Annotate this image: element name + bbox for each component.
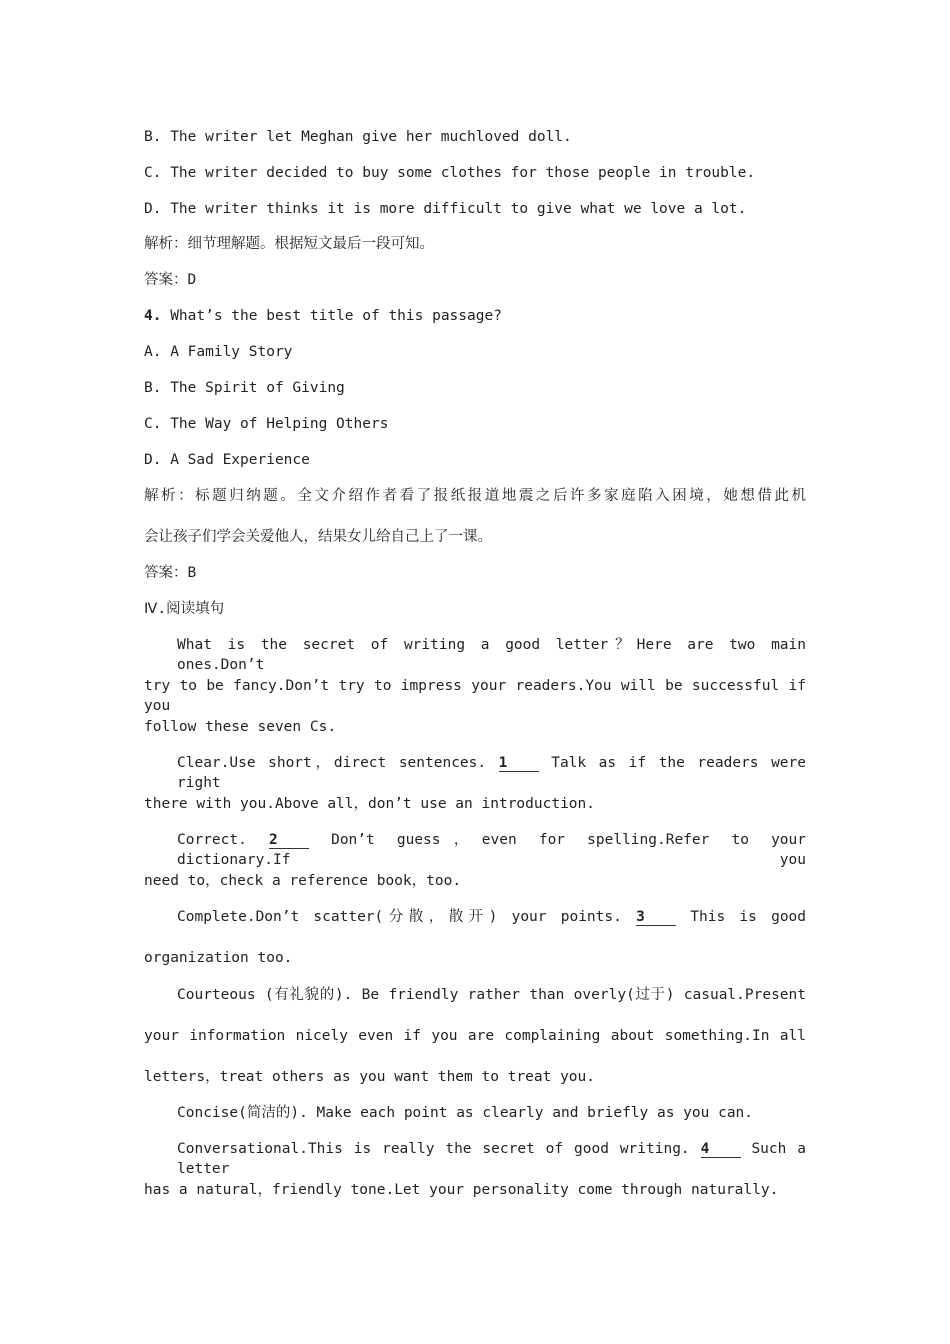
passage-p4-text-a: Complete.Don’t scatter(分散，散开) your points.	[177, 909, 622, 925]
q4-option-a: A. A Family Story	[144, 344, 293, 360]
q4-analysis-line1: 解析：标题归纳题。全文介绍作者看了报纸报道地震之后许多家庭陷入困境，她想借此机	[144, 488, 806, 504]
q4-question-text: What’s the best title of this passage?	[161, 308, 502, 324]
passage-p5-line3: letters，treat others as you want them to treat you.	[144, 1069, 595, 1085]
q3-option-d: D. The writer thinks it is more difficult to give what we love a lot.	[144, 201, 747, 217]
passage-p2-line1	[177, 753, 806, 793]
passage-p7-text-b: Such a letter	[177, 1141, 806, 1177]
q3-option-c: C. The writer decided to buy some clothes for those people in trouble.	[144, 165, 756, 181]
passage-p1-line3: follow these seven Cs.	[144, 719, 337, 735]
passage-p2-line2: there with you.Above all，don’t use an introduction.	[144, 796, 595, 812]
passage-p3-line2: need to，check a reference book，too.	[144, 873, 462, 889]
passage-p7-line1	[177, 1139, 806, 1179]
passage-p3-text-a: Correct.	[177, 832, 247, 848]
q4-answer: 答案：B	[144, 565, 197, 581]
blank-1: 1	[499, 753, 539, 773]
passage-p5-line2: your information nicely even if you are complaining about something.In all	[144, 1028, 806, 1044]
passage-p2-text-b: Talk as if the readers were right	[177, 755, 806, 791]
blank-4: 4	[701, 1139, 741, 1159]
passage-p7-text-a: Conversational.This is really the secret of good writing.	[177, 1141, 690, 1157]
blank-3: 3	[636, 907, 676, 927]
passage-p2-text-a: Clear.Use short，direct sentences.	[177, 755, 487, 771]
passage-p3-line1	[177, 830, 806, 870]
q4-option-b: B. The Spirit of Giving	[144, 380, 345, 396]
passage-p4-text-b: This is good	[690, 909, 807, 925]
passage-p1-line2: try to be fancy.Don’t try to impress your readers.You will be successful if you	[144, 678, 806, 714]
blank-2: 2	[269, 830, 309, 850]
passage-p3-text-b: Don’t guess，even for spelling.Refer to your dictionary.If you	[177, 832, 806, 868]
passage-p1-line1: What is the secret of writing a good letter？Here are two main ones.Don’t	[177, 637, 806, 673]
passage-p5-line1: Courteous (有礼貌的). Be friendly rather than overly(过于) casual.Present	[177, 987, 806, 1003]
q3-answer: 答案：D	[144, 272, 197, 288]
q3-analysis: 解析：细节理解题。根据短文最后一段可知。	[144, 236, 434, 252]
q4-option-c: C. The Way of Helping Others	[144, 416, 389, 432]
passage-p4-line1	[177, 907, 806, 927]
passage-p4-line2: organization too.	[144, 950, 293, 966]
passage-p6-line1: Concise(简洁的). Make each point as clearly and briefly as you can.	[177, 1105, 754, 1121]
q3-option-b: B. The writer let Meghan give her muchloved doll.	[144, 129, 572, 145]
passage-p7-line2: has a natural，friendly tone.Let your personality come through naturally.	[144, 1182, 779, 1198]
q4-number: 4.	[144, 308, 162, 324]
section-title: Ⅳ.阅读填句	[144, 601, 225, 617]
q4-question	[144, 306, 502, 326]
q4-option-d: D. A Sad Experience	[144, 452, 310, 468]
q4-analysis-line2: 会让孩子们学会关爱他人，结果女儿给自己上了一课。	[144, 529, 492, 545]
